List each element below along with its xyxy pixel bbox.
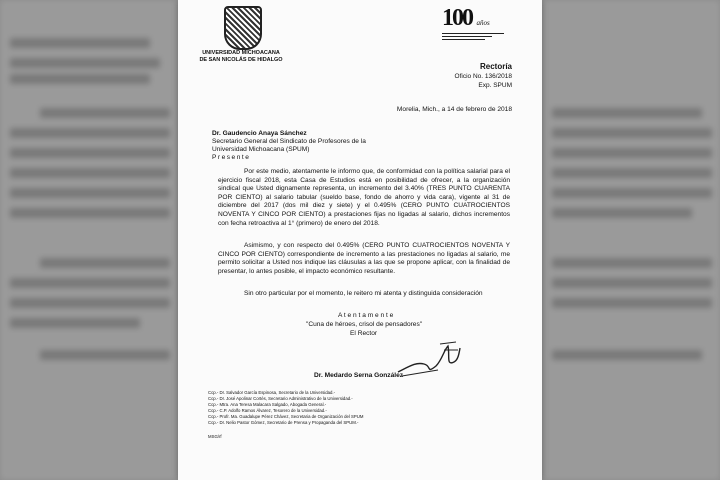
office-exp: Exp. SPUM <box>478 82 512 89</box>
initials: MSG/rf <box>208 434 222 439</box>
recipient-name: Dr. Gaudencio Anaya Sánchez <box>212 130 307 137</box>
closing-role: El Rector <box>350 330 378 337</box>
paragraph-1: Por este medio, atentamente le informo que, de conformidad con la política salarial para el ejercicio fiscal 2018, esta Casa de Estudios está en posibilidad de ofrecer, a la organización sindical que Usted dignamente representa, un incremento del 3.40% (TRES PUNTO CUARENTA POR CIENTO) al salario tabular (sueldo base, fondo de ahorro y vida cara), vigente al 31 de diciembre del 2017 (dos mil diez y siete) y el 0.495% (CERO PUNTO CUATROCIENTOS NOVENTA Y CINCO POR CIENTO) a prestaciones fijas no ligadas al salario, dichos incrementos con fecha retroactiva al 1° (primero) de enero del 2018. <box>218 168 510 227</box>
date-line: Morelia, Mich., a 14 de febrero de 2018 <box>396 106 512 113</box>
ccp-line: Ccp.- Mtra. Ana Teresa Malacara Salgado, Abogada General.- <box>208 402 327 407</box>
university-name-line1: UNIVERSIDAD MICHOACANA <box>202 50 280 56</box>
anniversary-word: años <box>476 19 490 27</box>
ccp-line: Ccp.- C.P. Adolfo Ramos Álvarez, Tesorero de la Universidad.- <box>208 408 327 413</box>
closing-word: A t e n t a m e n t e <box>338 312 394 319</box>
office-title: Rectoría <box>479 62 512 71</box>
recipient-line2: Universidad Michoacana (SPUM) <box>212 146 310 153</box>
closing-motto: "Cuna de héroes, crisol de pensadores" <box>306 321 423 328</box>
university-name-line2: DE SAN NICOLÁS DE HIDALGO <box>199 57 283 63</box>
letter-page <box>178 0 542 480</box>
ccp-line: Ccp.- Dr. Salvador García Espinosa, Secretario de la Universidad.- <box>208 390 336 395</box>
recipient-present: Presente <box>212 154 251 161</box>
paragraph-3: Sin otro particular por el momento, le reitero mi atenta y distinguida consideración <box>244 290 483 297</box>
ccp-line: Ccp.- Dr. José Apolinar Cortés, Secretario Administrativo de la Universidad.- <box>208 396 353 401</box>
centennial-logo-icon <box>442 5 504 43</box>
ccp-line: Ccp.- Profr. Ma. Guadalupe Pérez Chávez, Secretaria de Organización del SPUM <box>208 414 364 419</box>
office-number: Oficio No. 136/2018 <box>454 73 512 80</box>
university-seal-icon <box>224 6 262 50</box>
signature-icon <box>396 336 462 378</box>
recipient-line1: Secretario General del Sindicato de Profesores de la <box>212 138 366 145</box>
ccp-line: Ccp.- Dr. Nelio Pastor Gómez, Secretario de Prensa y Propaganda del SPUM.- <box>208 420 359 425</box>
anniversary-number: 100 <box>442 5 472 31</box>
paragraph-2: Asimismo, y con respecto del 0.495% (CERO PUNTO CUATROCIENTOS NOVENTA Y CINCO POR CIENTO) correspondiente de incremento a las prestaciones no ligadas al salario, me permito solicitar a Usted nos indique las cláusulas a las que se propone aplicar, con la finalidad de presentar, lo antes posible, el impacto económico resultante. <box>218 242 510 275</box>
signer-name: Dr. Medardo Serna González <box>314 372 404 379</box>
